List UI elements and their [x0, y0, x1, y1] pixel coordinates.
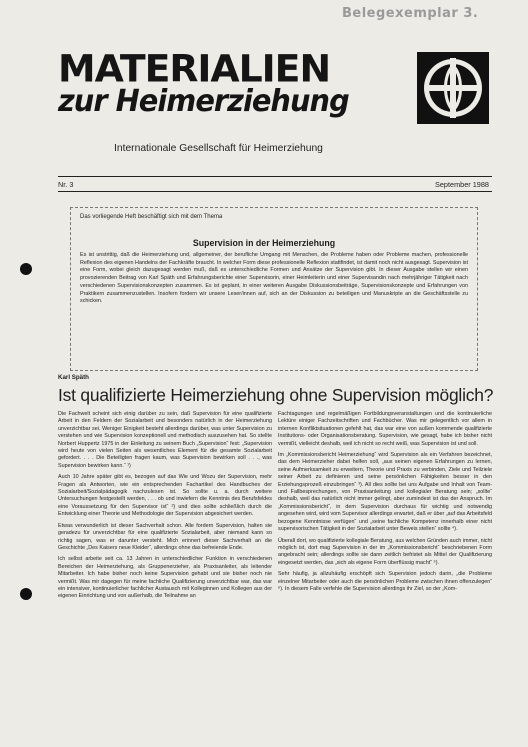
globe-logo-icon — [417, 52, 489, 124]
archive-stamp: Belegexemplar 3. — [342, 6, 479, 21]
masthead-line-1: MATERIALIEN — [58, 48, 331, 92]
paragraph: Im „Kommissionsbericht Heimerziehung“ wird Supervision als ein Verfahren bezeichnet, das dem Heimerzieher dabei helfen soll, „aus seinen eigenen Erfahrungen zu lernen, seine Aufmerksamkeit zu erweitern, Theorie und Praxis zu verbinden, Ziele und Teilziele seiner Arbeit zu definieren und seine persönlichen Fähigkeiten besser in den Erziehungsprozeß einzubringen“ ³). All dies sollte bei uns Aufgabe und Inhalt von Team- und Fallbesprechungen, von Praxisanleitung und kollegialer Beratung sein; „sollte“ deshalb, weil das natürlich nicht immer gelingt, aber zumindest ist das der Anspruch. Im „Kommissionsbericht“, in dem Supervision durchaus für wichtig und notwendig angesehen wird, wird vom Supervisor allerdings erwartet, daß er über „auf das Arbeitsfeld bezogene Kenntnisse verfügen“ und „seine fachliche Kompetenz innerhalb einer nicht supervisorischen Tätigkeit in der Sozialarbeit unter Beweis stellen“ sollte ⁴). — [278, 452, 492, 533]
paragraph: Etwas verwunderlich ist dieser Sachverhalt schon. Alle fordern Supervision, halten sie geradezu für unverzichtbar für eine qualifizierte Sozialarbeit, aber niemand kann so richtig sagen, was er darunter versteht. Mich erinnert dieser Sachverhalt an die Geschichte „Des Kaisers neue Kleider“, allerdings ohne das befreiende Ende. — [58, 522, 272, 551]
theme-box-intro: Das vorliegende Heft beschäftigt sich mit dem Thema — [80, 214, 223, 220]
header-rule-bottom — [58, 191, 492, 192]
header-rule-top — [58, 176, 492, 177]
masthead-line-2: zur Heimerziehung — [58, 84, 349, 119]
paragraph: Überall dort, wo qualifizierte kollegiale Beratung, aus welchen Gründen auch immer, nicht möglich ist, dort mag Supervision in der im „Kommissionsbericht“ beschriebenen Form angebracht sein; allerdings sollte sie dann zeitlich befristet als Mittel der Qualifizierung eingesetzt werden, das „sich als eigene Form überflüssig macht“ ⁵). — [278, 537, 492, 566]
paragraph: Auch 10 Jahre später gibt es, bezogen auf das Wie und Wozu der Supervision, mehr Fragen als Antworten, wie ein entsprechenden Fachartikel des Handbuches der Sozialarbeit/Sozialpädagogik nachzulesen ist. So sollte u. a. durch weitere Untersuchungen festgestellt werden, . . . ob und inwiefern die Kenntnis des Berufsfeldes eine Voraussetzung für den Supervisor ist“ ²) und dies sollte schließlich durch die Entwicklung einer Theorie und Methodologie der Supervision abgesichert werden. — [58, 474, 272, 518]
article-headline: Ist qualifizierte Heimerziehung ohne Supervision möglich? — [58, 385, 494, 405]
paragraph: Ich selbst arbeite seit ca. 13 Jahren in unterschiedlicher Funktion in verschiedenen Bereichen der Heimerziehung, als Gruppenerzieher, als Praxisanleiter, als leitender Mitarbeiter. Ich habe bisher noch keine Supervision gehabt und sie bisher noch nie vermißt. Was mir dagegen für meine fachliche Qualifizierung unverzichtbar war, das war ein intensiver, kontinuierlicher fachlicher Austausch mit Kolleginnen und Kollegen aus der eigenen Einrichtung und von außerhalb, die Teilnahme an — [58, 556, 272, 600]
theme-box-title: Supervision in der Heimerziehung — [192, 238, 336, 248]
paragraph: Fachtagungen und regelmäßigen Fortbildungsveranstaltungen und die kontinuierliche Lektüre einiger Fachzeitschriften und Fachbücher. Was mir gelegentlich vor allem in internen Konfliktsituationen gefehlt hat, das war eine von außen kommende qualifizierte Institutions- oder Organisationsberatung. Supervision, wie gesagt, habe ich bisher nicht vermißt, vielleicht deshalb, weil ich nicht so recht weiß, was Supervision ist und soll. — [278, 411, 492, 447]
article-author: Karl Späth — [58, 374, 89, 381]
paragraph: Die Fachwelt scheint sich einig darüber zu sein, daß Supervision für eine qualifizierte Arbeit in den Feldern der Sozialarbeit und besonders natürlich in der Heimerziehung unverzichtbar sei. Weniger Einigkeit besteht allerdings darüber, was unter Supervision zu verstehen und wie Supervision konzeptionell und methodisch auszusehen hat. So stellte Norbert Huppertz 1975 in der Einleitung zu seinem Buch „Supervision“ fest: „Supervision wird heute von vielen Seiten als wesentliches Element für die gesamte Sozialarbeit gefordert. . . . Die Beteiligten fragen kaum, was Supervision bewirken soll . . ., was Supervision bewirken kann.“ ¹) — [58, 411, 272, 469]
binder-hole-top — [20, 263, 32, 275]
issue-number: Nr. 3 — [58, 180, 74, 189]
paragraph: Sehr häufig, ja allzuhäufig erschöpft sich Supervision jedoch darin, „die Probleme einzelner Mitarbeiter oder auch die persönlichen Probleme zwischen ihnen offenzulegen“ ⁶). In diesem Falle verfehle die Supervision allerdings ihr Ziel, so der „Kom- — [278, 571, 492, 592]
binder-hole-bottom — [20, 588, 32, 600]
article-column-left — [58, 411, 272, 605]
society-subtitle: Internationale Gesellschaft für Heimerziehung — [114, 143, 323, 154]
issue-date: September 1988 — [435, 180, 489, 189]
theme-box-text: Es ist unstrittig, daß die Heimerziehung und, allgemeiner, der berufliche Umgang mit Menschen, die Probleme haben oder Probleme machen, professionelle Reflexion des eigenen Handelns der Fachkräfte braucht. In welcher Form diese professionelle Reflexion stattfindet, ist damit noch nicht ausgesagt. Supervision ist eine Form, wobei gleich dazugesagt werden muß, daß es unterschiedliche Formen und Ansätze der Supervision gibt. In dieser Ausgabe stellen wir einen provozierenden Beitrag von Karl Späth und Erfahrungsberichte einer Supervisorin, einer Heimleiterin und einer Supervisandin nach mehrjähriger Tätigkeit nach verschiedenen Supervisionskonzepten zusammen. Es ist geplant, in einer weiteren Ausgabe Diskussionsbeiträge, Supervisionskonzepte und Erfahrungen von Praktikern zusammenzustellen. Insofern fordern wir unsere Leser/innen auf, sich an der Diskussion zu beteiligen und Manuskripte an die Geschäftsstelle zu schicken. — [80, 252, 468, 305]
article-column-right — [278, 411, 492, 597]
